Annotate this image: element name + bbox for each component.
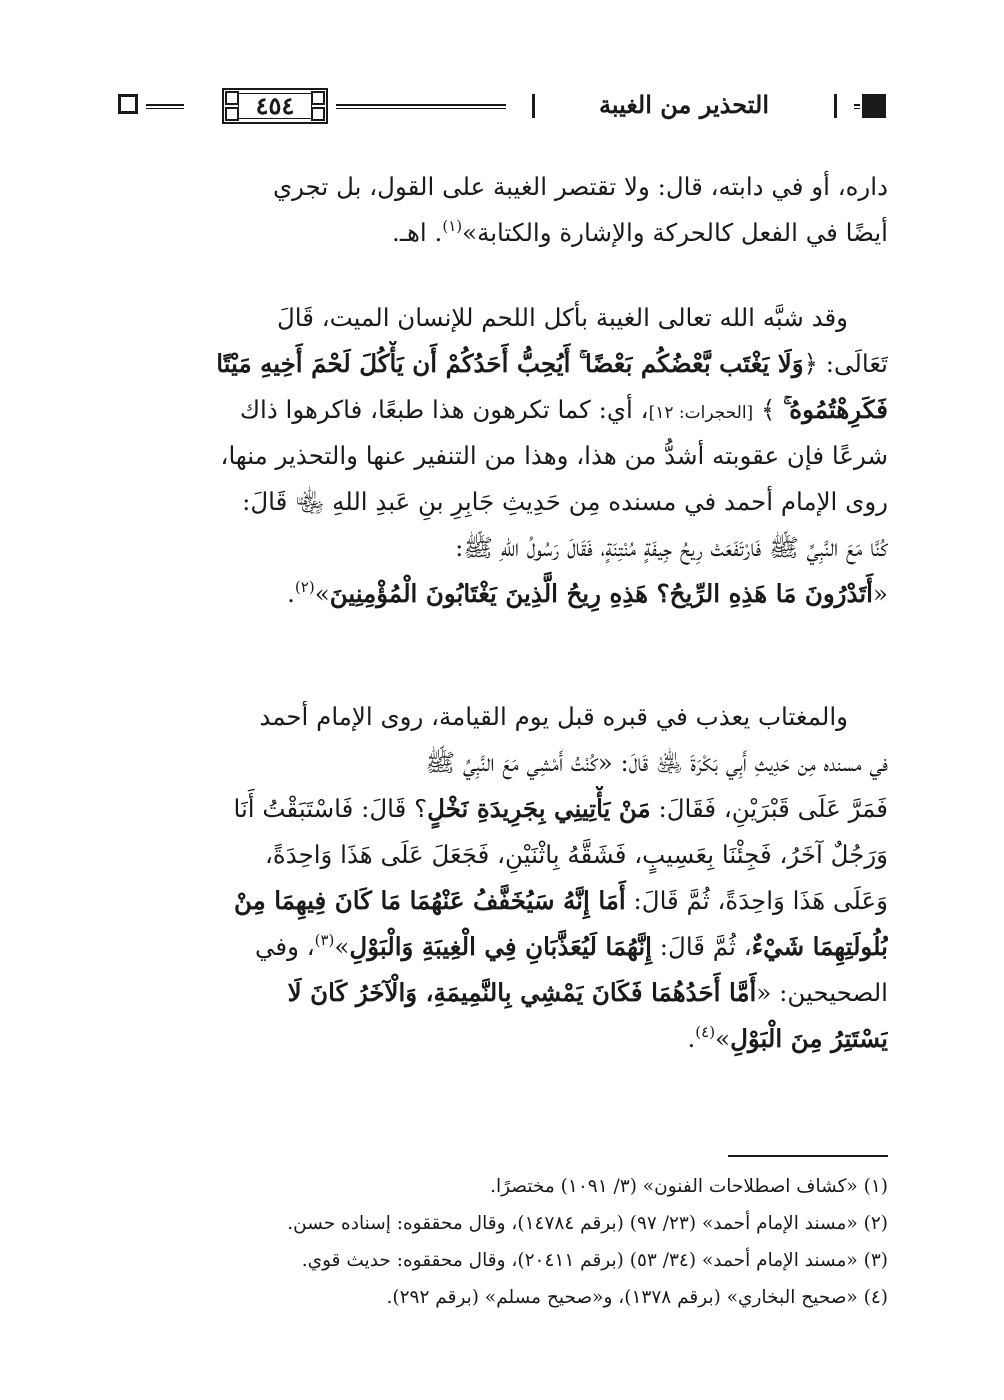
hadith-text: أَتَدْرُونَ مَا هَذِهِ الرِّيحُ؟ هَذِهِ رِيحُ الَّذِينَ يَغْتَابُونَ الْمُؤْمِنِينَ <box>329 579 873 608</box>
hadith-text: إِنَّهُمَا لَيُعَذَّبَانِ فِي الْغِيبَةِ وَالْبَوْلِ <box>349 932 652 961</box>
text-line <box>118 387 888 433</box>
text-line <box>118 786 888 832</box>
text-line <box>118 924 888 970</box>
text-span: ، أي: كما تكرهون هذا طبعًا، فاكرهوا ذاك <box>239 395 649 424</box>
footnote-separator <box>728 1155 888 1157</box>
hadith-text: بُلُولَتِهِمَا شَيْءٌ <box>751 932 888 961</box>
text-span: روى الإمام أحمد في مسنده مِن حَدِيثِ جَابِرِ بنِ عَبدِ اللهِ ﵄ قَالَ: <box>242 487 888 516</box>
text-line <box>118 433 888 479</box>
verse-reference: [الحجرات: ١٢] <box>648 403 754 423</box>
footnotes <box>118 1168 888 1316</box>
text-line <box>118 878 888 924</box>
footnote-item: (٤) «صحيح البخاري» (برقم ١٣٧٨)، و«صحيح مسلم» (برقم ٢٩٢). <box>386 1287 888 1308</box>
header-rule <box>854 104 860 109</box>
running-title: التحذير من الغيبة <box>599 90 769 119</box>
paragraph-1 <box>118 164 888 256</box>
header-rule <box>336 104 506 109</box>
footnote-ref[interactable]: (٢) <box>294 578 315 596</box>
text-line <box>118 740 888 786</box>
footnote-ref[interactable]: (٣) <box>314 931 335 949</box>
footnote-ref[interactable]: (٤) <box>695 1023 716 1041</box>
text-span: ﴾ <box>753 395 784 424</box>
text-line <box>118 832 888 878</box>
text-span: تَعَالَى: ﴿ <box>803 349 888 378</box>
text-span: الصحيحين: « <box>756 978 888 1007</box>
text-span: . <box>287 579 295 608</box>
text-span: ، وفي <box>254 932 315 961</box>
text-line <box>118 525 888 571</box>
text-line <box>118 571 888 617</box>
text-span: فَمَرَّ عَلَى قَبْرَيْنِ، فَقَالَ: <box>650 794 888 823</box>
quran-verse: وَلَا يَغْتَب بَّعْضُكُم بَعْضًا ۚ أَيُحِبُّ أَحَدُكُمْ أَن يَأْكُلَ لَحْمَ أَخِيهِ مَيْتًا <box>216 349 804 378</box>
text-line <box>118 970 888 1016</box>
text-span: داره، أو في دابته، قال: ولا تقتصر الغيبة على القول، بل تجري <box>272 172 888 201</box>
header-divider <box>532 94 535 118</box>
text-span: » <box>334 932 350 961</box>
hadith-text: يَسْتَتِرُ مِنَ الْبَوْلِ <box>730 1024 888 1053</box>
text-span: » <box>314 579 330 608</box>
hadith-text: أَمَّا أَحَدُهُمَا فَكَانَ يَمْشِي بِالنَّمِيمَةِ، وَالْآخَرُ كَانَ لَا <box>287 978 757 1007</box>
text-line <box>118 341 888 387</box>
text-span: كُنَّا مَعَ النَّبِيِّ ﷺ فَارْتَفَعَتْ رِيحُ جِيفَةٍ مُنْتِنَةٍ، فَقَالَ رَسُولُ اللهِ ﷺ: <box>455 533 888 562</box>
text-span: شرعًا فإن عقوبته أشدُّ من هذا، وهذا من التنفير عنها والتحذير منها، <box>220 441 888 470</box>
page-header <box>114 86 890 126</box>
text-span: في مسنده مِن حَدِيثِ أَبِي بَكْرَةَ ﵁ قَالَ: «كُنْتُ أَمْشِي مَعَ النَّبِيِّ ﷺ <box>425 748 888 777</box>
page-number: ٤٥٤ <box>255 91 295 120</box>
footnote-item: (٢) «مسند الإمام أحمد» (٢٣/ ٩٧) (برقم ١٤٧٨٤)، وقال محققوه: إسناده حسن. <box>287 1213 888 1234</box>
text-span: ، ثُمَّ قَالَ: <box>651 932 752 961</box>
header-divider <box>834 94 837 118</box>
text-line <box>118 295 888 341</box>
header-square-ornament <box>118 94 138 114</box>
text-span: وَرَجُلٌ آخَرُ، فَجِئْنَا بِعَسِيبٍ، فَشَقَّهُ بِاثْنَيْنِ، فَجَعَلَ عَلَى هَذَا وَاحِدَةً، <box>264 840 888 869</box>
page-number-frame <box>222 88 328 124</box>
text-span: . <box>687 1024 696 1053</box>
text-span: أيضًا في الفعل كالحركة والإشارة والكتابة» <box>462 218 888 247</box>
text-span: وقد شبَّه الله تعالى الغيبة بأكل اللحم للإنسان الميت، قَالَ <box>276 303 848 332</box>
text-line <box>118 164 888 210</box>
hadith-text: أَمَا إِنَّهُ سَيُخَفَّفُ عَنْهُمَا مَا كَانَ فِيهِمَا مِنْ <box>233 886 626 915</box>
text-span: . اهـ. <box>392 218 443 247</box>
text-span: وَعَلَى هَذَا وَاحِدَةً، ثُمَّ قَالَ: <box>625 886 888 915</box>
hadith-text: مَنْ يَأْتِينِي بِجَرِيدَةِ نَخْلٍ <box>427 794 651 823</box>
text-span: والمغتاب يعذب في قبره قبل يوم القيامة، روى الإمام أحمد <box>259 702 848 731</box>
text-span: ؟ قَالَ: فَاسْتَبَقْتُ أَنَا <box>233 794 428 823</box>
text-line <box>118 694 888 740</box>
footnote-item: (٣) «مسند الإمام أحمد» (٣٤/ ٥٣) (برقم ٢٠٤١١)، وقال محققوه: حديث قوي. <box>301 1250 888 1271</box>
quran-verse: فَكَرِهْتُمُوهُ ۚ <box>783 395 888 424</box>
text-span: » <box>715 1024 731 1053</box>
text-span: « <box>873 579 888 608</box>
text-line <box>118 1016 888 1062</box>
text-line <box>118 479 888 525</box>
header-rule <box>146 104 184 109</box>
paragraph-3 <box>118 694 888 1062</box>
footnote-item: (١) «كشاف اصطلاحات الفنون» (٣/ ١٠٩١) مختصرًا. <box>490 1176 888 1197</box>
header-block-ornament <box>862 94 886 118</box>
paragraph-2 <box>118 295 888 617</box>
footnote-ref[interactable]: (١) <box>442 217 463 235</box>
text-line <box>118 210 888 256</box>
